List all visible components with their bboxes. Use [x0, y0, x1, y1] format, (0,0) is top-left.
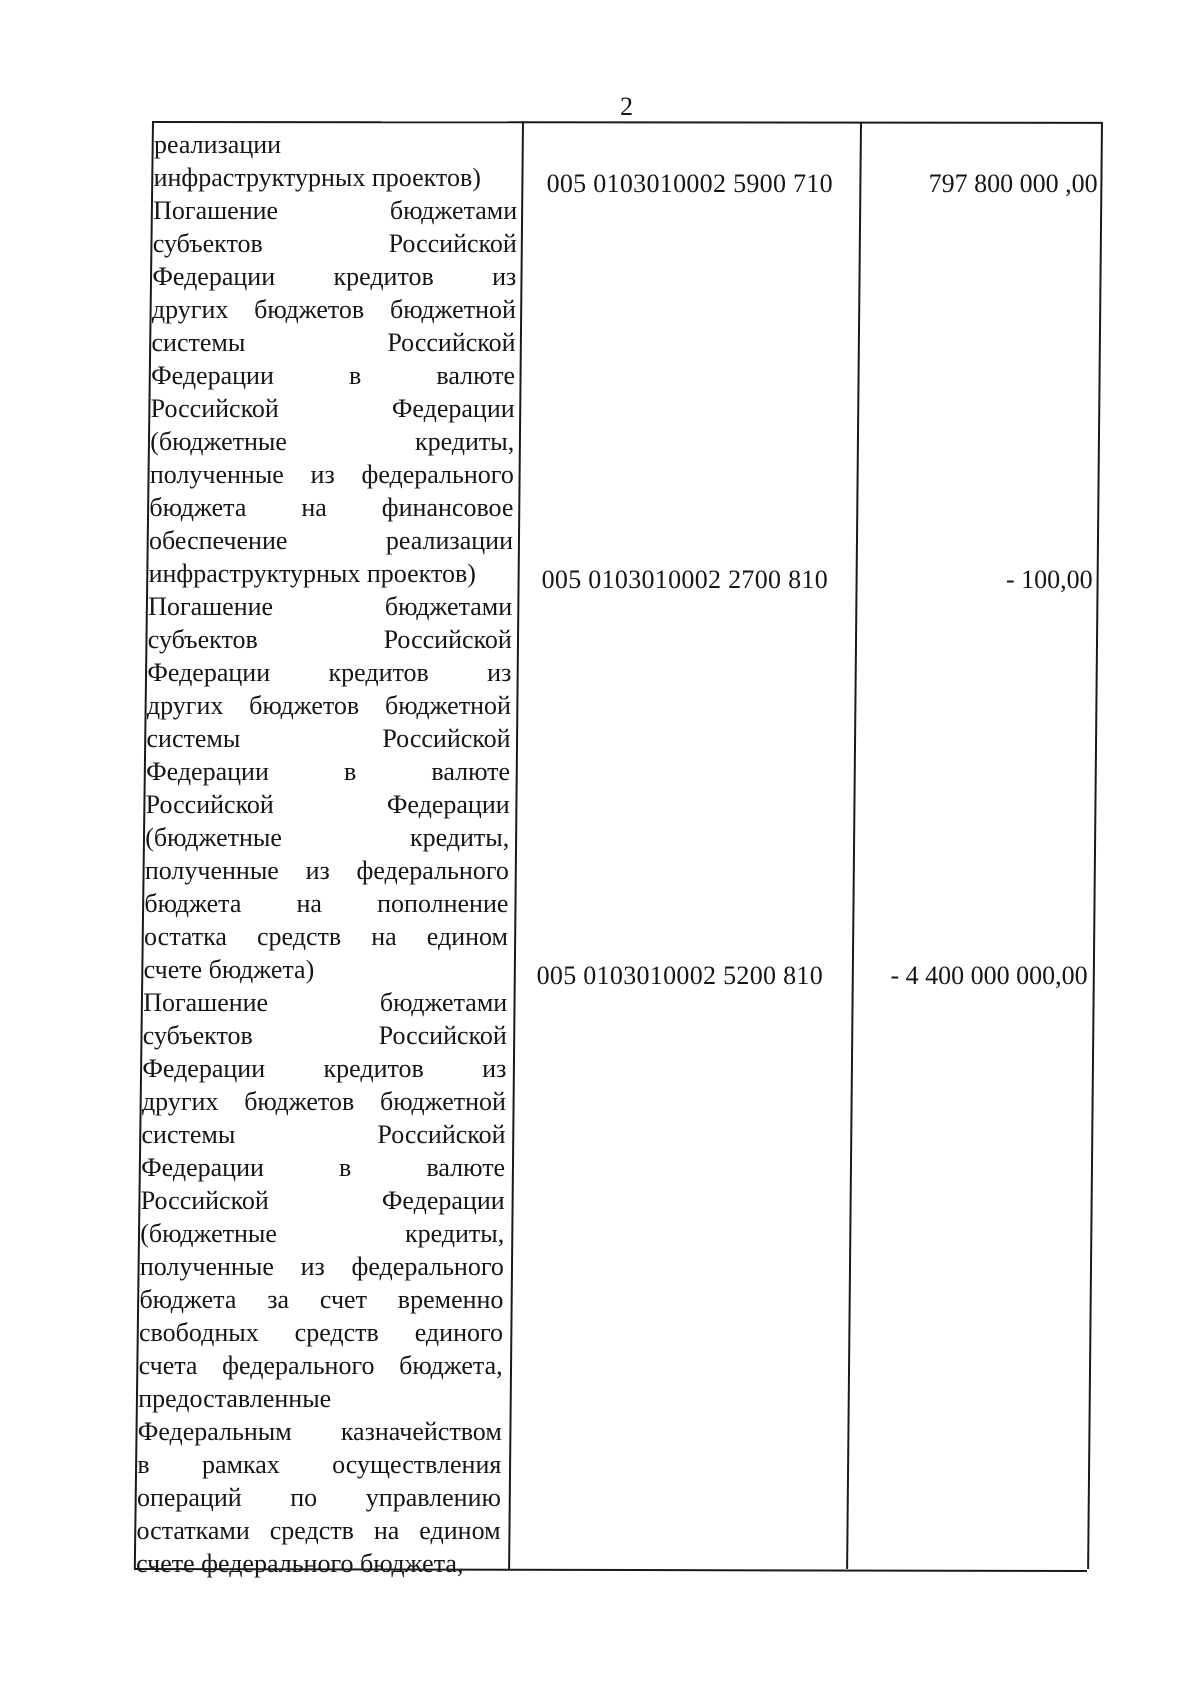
column-divider-code [846, 122, 862, 1569]
description-line: обеспечение реализации [149, 526, 513, 555]
description-line: инфраструктурных проектов) [148, 559, 476, 588]
page-number: 2 [620, 92, 633, 121]
description-line: реализации [154, 130, 282, 159]
budget-code: 005 0103010002 5900 710 [546, 169, 833, 198]
description-line: бюджета за счет временно [139, 1285, 504, 1314]
budget-code: 005 0103010002 5200 810 [536, 961, 823, 990]
description-line: счета федерального бюджета, [138, 1351, 503, 1380]
description-line: остатками средств на едином [136, 1516, 501, 1545]
description-line: системы Российской [151, 328, 516, 357]
description-line: Федеральным казначейством [137, 1417, 502, 1446]
amount-value: - 100,00 [1005, 565, 1093, 594]
description-line: полученные из федерального [149, 460, 514, 489]
description-line: Российской Федерации [145, 790, 510, 819]
description-line: в рамках осуществления [137, 1450, 502, 1479]
description-line: (бюджетные кредиты, [145, 823, 510, 852]
description-line: Федерации в валюте [151, 361, 516, 390]
amount-value: 797 800 000 ,00 [928, 169, 1098, 198]
description-line: системы Российской [146, 724, 511, 753]
description-line: операций по управлению [136, 1483, 501, 1512]
description-line: Федерации кредитов из [152, 262, 517, 291]
description-line: полученные из федерального [139, 1252, 504, 1281]
description-line: свободных средств единого [139, 1318, 504, 1347]
description-line: Погашение бюджетами [143, 988, 508, 1017]
table-top-border [152, 121, 1102, 124]
description-line: субъектов Российской [142, 1021, 507, 1050]
description-line: субъектов Российской [152, 229, 517, 258]
description-line: инфраструктурных проектов) [153, 163, 481, 192]
description-line: (бюджетные кредиты, [150, 427, 515, 456]
table-right-border [1087, 122, 1103, 1569]
description-line: Федерации кредитов из [142, 1054, 507, 1083]
description-line: Федерации в валюте [141, 1153, 506, 1182]
description-line: полученные из федерального [144, 856, 509, 885]
description-line: (бюджетные кредиты, [140, 1219, 505, 1248]
description-line: бюджета на пополнение [144, 889, 509, 918]
description-line: остатка средств на едином [144, 922, 509, 951]
description-line: бюджета на финансовое [149, 493, 514, 522]
description-line: счете бюджета) [143, 955, 315, 984]
description-line: Федерации кредитов из [147, 658, 512, 687]
description-line: других бюджетов бюджетной [146, 691, 511, 720]
description-line: Российской Федерации [140, 1186, 505, 1215]
description-line: Федерации в валюте [146, 757, 511, 786]
description-line: Погашение бюджетами [148, 592, 513, 621]
description-line: субъектов Российской [147, 625, 512, 654]
budget-code: 005 0103010002 2700 810 [541, 565, 828, 594]
description-line: Российской Федерации [150, 394, 515, 423]
description-line: счете федерального бюджета, [136, 1549, 464, 1578]
description-line: Погашение бюджетами [153, 196, 518, 225]
amount-value: - 4 400 000 000,00 [890, 961, 1088, 990]
description-line: системы Российской [141, 1120, 506, 1149]
description-line: других бюджетов бюджетной [151, 295, 516, 324]
description-line: других бюджетов бюджетной [141, 1087, 506, 1116]
description-line: предоставленные [138, 1384, 332, 1413]
